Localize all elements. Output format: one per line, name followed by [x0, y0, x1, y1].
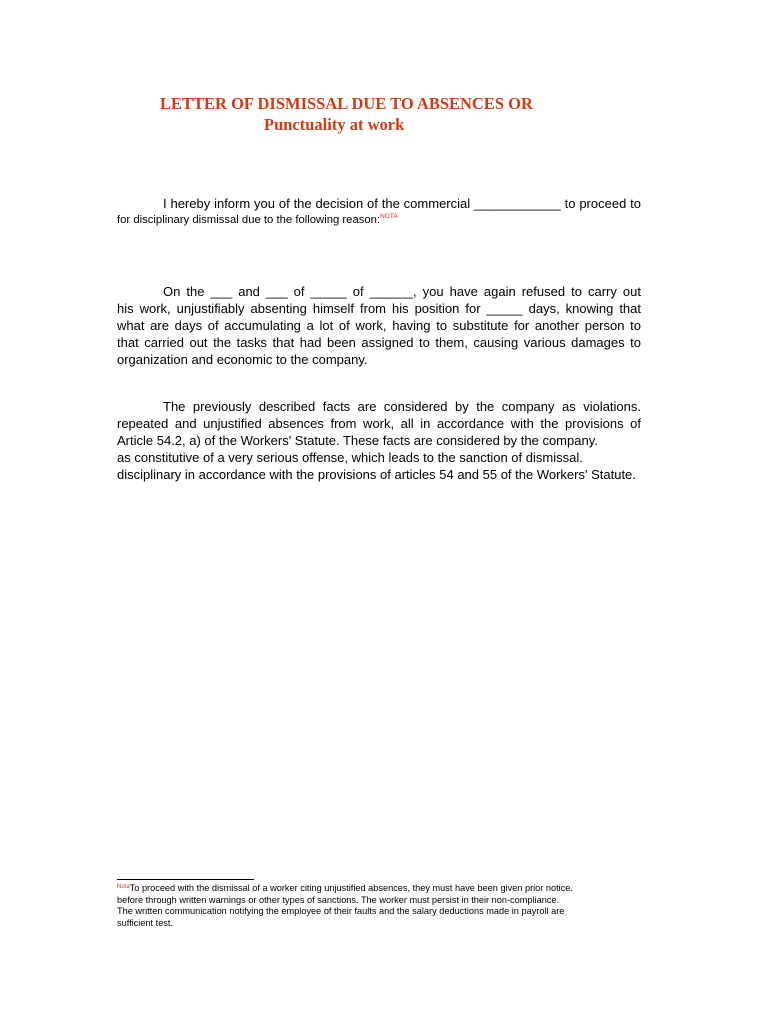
paragraph-line: The previously described facts are considered by the company as violations. [163, 399, 641, 414]
paragraph-line: his work, unjustifiably absenting himself from his position for _____ days, knowing that [117, 301, 641, 316]
paragraph-line: what are days of accumulating a lot of work, having to substitute for another person to [117, 318, 641, 333]
paragraph-line: Article 54.2, a) of the Workers' Statute. These facts are considered by the company. [117, 433, 598, 448]
footnote-line: sufficient test. [117, 917, 174, 928]
footnote-mark: Nota [117, 884, 130, 890]
paragraph-line: repeated and unjustified absences from work, all in accordance with the provisions of [117, 416, 641, 431]
paragraph-line: disciplinary in accordance with the provisions of articles 54 and 55 of the Workers' Statute. [117, 467, 636, 482]
footnote-text: To proceed with the dismissal of a worker citing unjustified absences, they must have been given prior notice. [129, 883, 573, 893]
note-reference: NOTA [380, 213, 398, 220]
paragraph-line: that carried out the tasks that had been assigned to them, causing various damages to [117, 335, 641, 350]
paragraph-decision [117, 195, 641, 229]
paragraph-line: On the ___ and ___ of _____ of ______, you have again refused to carry out [163, 284, 641, 299]
footnote-line: before through written warnings or other types of sanctions. The worker must persist in their non-compliance. [117, 894, 560, 905]
footnote-divider [117, 879, 254, 880]
paragraph-line-text: for disciplinary dismissal due to the following reason: [117, 214, 381, 226]
footnote-line: The written communication notifying the employee of their faults and the salary deductions made in payroll are [117, 906, 565, 916]
paragraph-absence-facts [117, 283, 641, 368]
paragraph-legal-basis [117, 398, 641, 483]
paragraph-line [117, 212, 641, 229]
footnote-line [117, 883, 637, 895]
paragraph-line: organization and economic to the company. [117, 352, 368, 367]
letter-subtitle: Punctuality at work [264, 115, 405, 134]
letter-title: LETTER OF DISMISSAL DUE TO ABSENCES OR [160, 94, 533, 113]
paragraph-line: as constitutive of a very serious offense, which leads to the sanction of dismissal. [117, 450, 583, 465]
paragraph-line: I hereby inform you of the decision of the commercial ____________ to proceed to [163, 196, 641, 211]
footnote [117, 883, 637, 929]
